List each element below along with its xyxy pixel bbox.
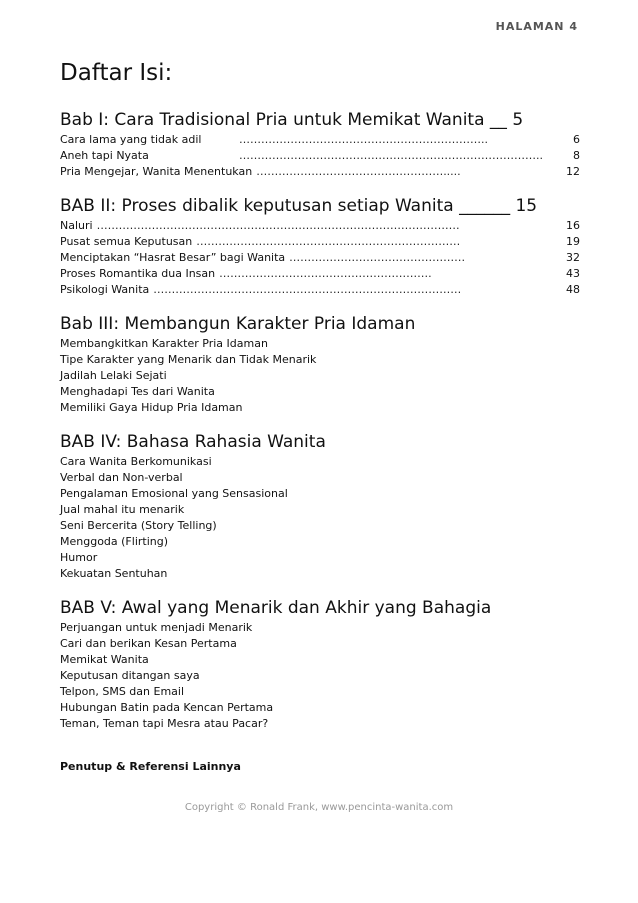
entry-page-number: 8 (573, 149, 580, 162)
entry-page-number: 6 (573, 133, 580, 146)
chapter-title: Bab III: Membangun Karakter Pria Idaman (60, 314, 416, 334)
toc-entry[interactable] (60, 250, 580, 266)
entry-title: Membangkitkan Karakter Pria Idaman (60, 337, 268, 350)
dot-leader: ………………………………………………………………………… (153, 283, 462, 296)
chapter-2 (60, 194, 580, 298)
entry-title: Pusat semua Keputusan (60, 235, 193, 248)
chapter-entries (60, 218, 580, 298)
toc-entry[interactable] (60, 132, 580, 148)
toc-entry[interactable] (60, 716, 580, 732)
toc-entry[interactable] (60, 636, 580, 652)
entry-title: Humor (60, 551, 98, 564)
toc-entry[interactable] (60, 470, 580, 486)
toc-entry[interactable] (60, 700, 580, 716)
entry-title: Memiliki Gaya Hidup Pria Idaman (60, 401, 243, 414)
entry-title: Teman, Teman tapi Mesra atau Pacar? (60, 717, 269, 730)
entry-title: Hubungan Batin pada Kencan Pertama (60, 701, 274, 714)
entry-title: Keputusan ditangan saya (60, 669, 200, 682)
entry-title: Telpon, SMS dan Email (60, 685, 185, 698)
entry-page-number: 19 (566, 235, 580, 248)
dot-leader: ………………………………………………………….. (239, 133, 488, 146)
toc-entry[interactable] (60, 668, 580, 684)
entry-title: Aneh tapi Nyata (60, 149, 149, 162)
entry-title: Proses Romantika dua Insan (60, 267, 216, 280)
chapter-entries (60, 620, 580, 732)
dot-leader: ……………………………………………..... (256, 165, 461, 178)
entry-title: Cara Wanita Berkomunikasi (60, 455, 212, 468)
page-number-label: HALAMAN 4 (495, 20, 578, 33)
entry-title: Verbal dan Non-verbal (60, 471, 183, 484)
dot-leader: ……………………………………………………………… (196, 235, 461, 248)
toc-entry[interactable] (60, 400, 580, 416)
entry-title: Jual mahal itu menarik (60, 503, 185, 516)
entry-title: Jadilah Lelaki Sejati (60, 369, 167, 382)
toc-entry[interactable] (60, 164, 580, 180)
toc-entry[interactable] (60, 266, 580, 282)
toc-title: Daftar Isi: (60, 60, 173, 86)
chapter-entries (60, 336, 580, 416)
entry-title: Naluri (60, 219, 93, 232)
entry-page-number: 32 (566, 251, 580, 264)
chapter-4 (60, 430, 580, 582)
chapter-title: BAB V: Awal yang Menarik dan Akhir yang Bahagia (60, 598, 492, 618)
toc-entry[interactable] (60, 454, 580, 470)
entry-page-number: 12 (566, 165, 580, 178)
entry-title: Pria Mengejar, Wanita Menentukan (60, 165, 253, 178)
chapter-1 (60, 108, 580, 180)
toc-entry[interactable] (60, 502, 580, 518)
toc-entry[interactable] (60, 368, 580, 384)
toc-entry[interactable] (60, 518, 580, 534)
entry-title: Cara lama yang tidak adil (60, 133, 202, 146)
toc-entry[interactable] (60, 384, 580, 400)
chapter-title: BAB IV: Bahasa Rahasia Wanita (60, 432, 326, 452)
chapter-title: Bab I: Cara Tradisional Pria untuk Memikat Wanita __ 5 (60, 110, 524, 130)
copyright-footer: Copyright © Ronald Frank, www.pencinta-wanita.com (184, 802, 454, 813)
toc-entry[interactable] (60, 336, 580, 352)
entry-page-number: 16 (566, 219, 580, 232)
toc-entry[interactable] (60, 620, 580, 636)
toc-entry[interactable] (60, 486, 580, 502)
entry-title: Psikologi Wanita (60, 283, 150, 296)
chapter-entries (60, 454, 580, 582)
entry-title: Memikat Wanita (60, 653, 149, 666)
toc-entry[interactable] (60, 566, 580, 582)
toc-entry[interactable] (60, 652, 580, 668)
chapter-3 (60, 312, 580, 416)
entry-page-number: 48 (566, 283, 580, 296)
entry-title: Seni Bercerita (Story Telling) (60, 519, 217, 532)
chapter-title: BAB II: Proses dibalik keputusan setiap Wanita ______ 15 (60, 196, 538, 216)
dot-leader: …………………………………………………. (219, 267, 432, 280)
entry-title: Menciptakan “Hasrat Besar” bagi Wanita (60, 251, 286, 264)
toc-entry[interactable] (60, 282, 580, 298)
entry-title: Perjuangan untuk menjadi Menarik (60, 621, 253, 634)
toc-entry[interactable] (60, 218, 580, 234)
toc-entry[interactable] (60, 534, 580, 550)
toc-entry[interactable] (60, 684, 580, 700)
toc-entry[interactable] (60, 148, 580, 164)
entry-title: Pengalaman Emosional yang Sensasional (60, 487, 288, 500)
toc-entry[interactable] (60, 234, 580, 250)
chapter-5 (60, 596, 580, 732)
dot-leader: ……………………………………………………………………….. (239, 149, 543, 162)
entry-title: Menghadapi Tes dari Wanita (60, 385, 215, 398)
toc-entry[interactable] (60, 352, 580, 368)
dot-leader: ……………………………………………………………………………………… (96, 219, 460, 232)
entry-title: Tipe Karakter yang Menarik dan Tidak Menarik (60, 353, 317, 366)
chapter-entries (60, 132, 580, 180)
toc-entry[interactable] (60, 550, 580, 566)
entry-title: Menggoda (Flirting) (60, 535, 169, 548)
entry-title: Cari dan berikan Kesan Pertama (60, 637, 237, 650)
dot-leader: ………………………………………… (289, 251, 466, 264)
closing-section-title[interactable]: Penutup & Referensi Lainnya (60, 760, 241, 773)
entry-page-number: 43 (566, 267, 580, 280)
table-of-contents (60, 108, 580, 732)
entry-title: Kekuatan Sentuhan (60, 567, 168, 580)
